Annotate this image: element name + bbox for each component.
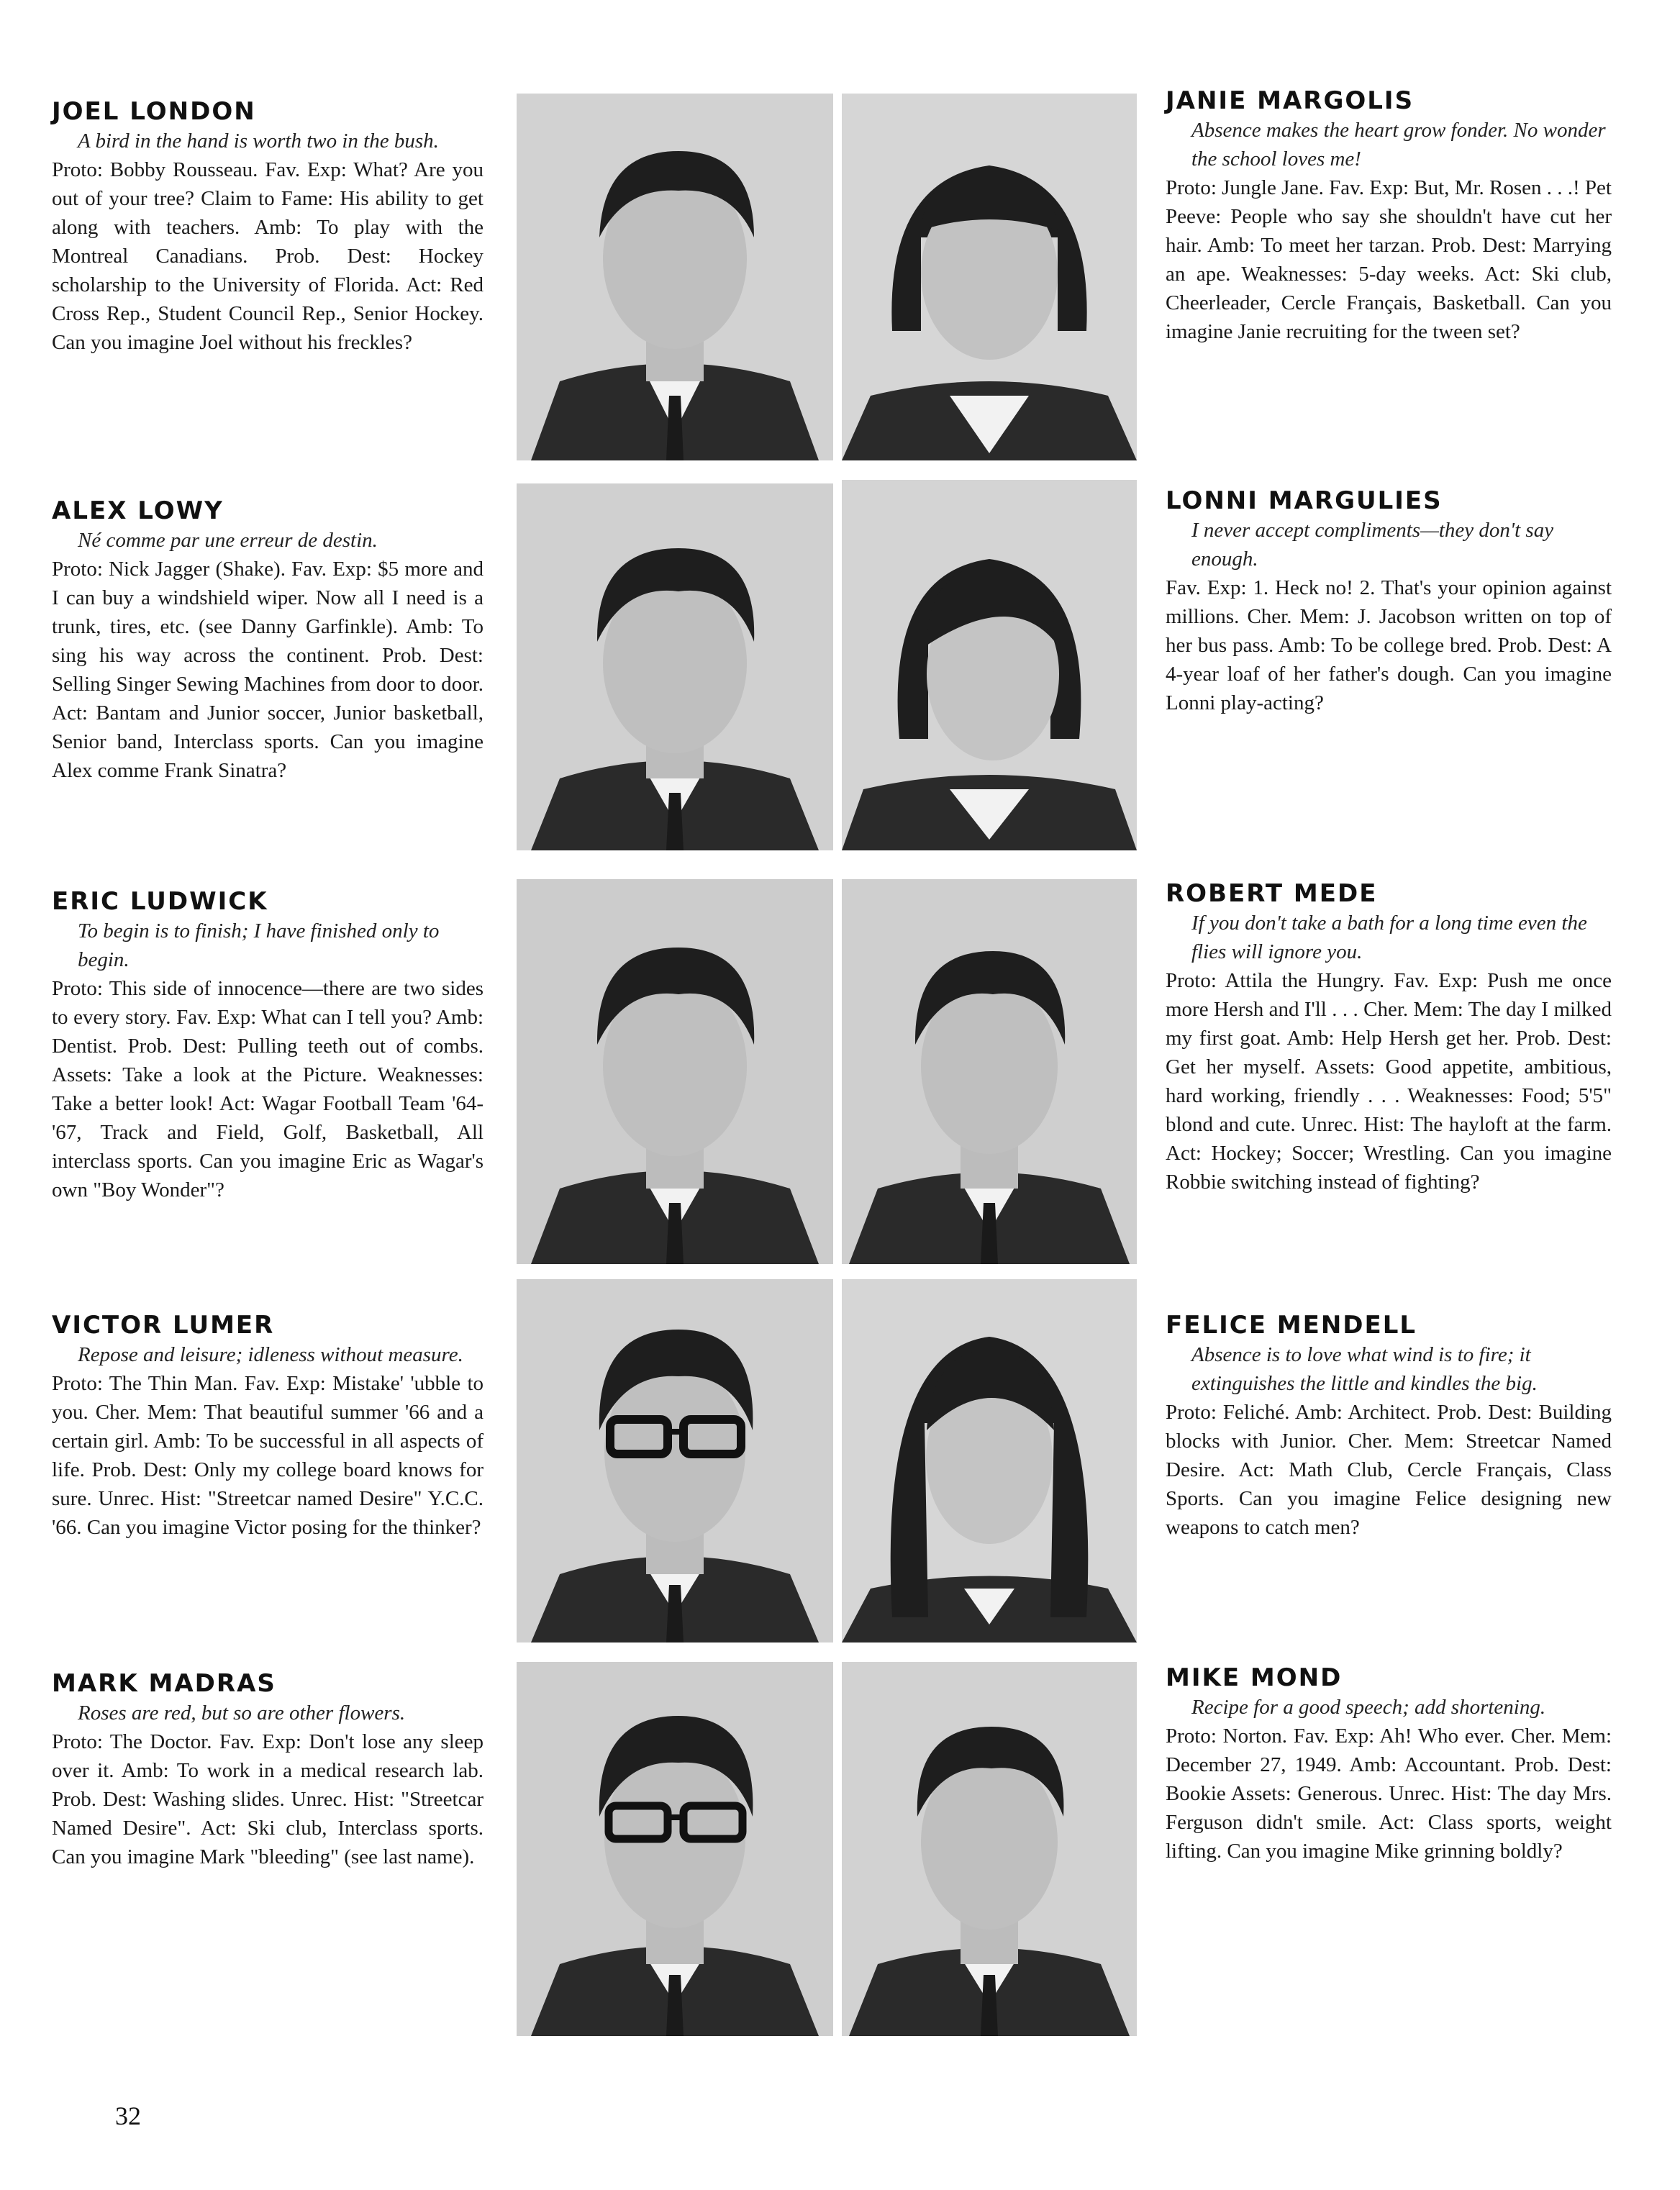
student-entry-joel-london xyxy=(52,97,483,357)
portrait-photo-eric-ludwick xyxy=(517,879,833,1264)
student-motto: Absence is to love what wind is to fire; it extinguishes the little and kindles the big. xyxy=(1191,1342,1538,1395)
student-entry-felice-mendell xyxy=(1166,1311,1612,1542)
student-entry-robert-mede xyxy=(1166,879,1612,1196)
student-motto: A bird in the hand is worth two in the bush. xyxy=(78,129,439,153)
student-bio: Proto: The Doctor. Fav. Exp: Don't lose any sleep over it. Amb: To work in a medical research lab. Prob. Dest: Washing slides. Unrec. Hist: "Streetcar Named Desire". Act: Ski club, Interclass sports. Can you imagine Mark "bleeding" (see last name). xyxy=(52,1730,483,1868)
student-motto: Repose and leisure; idleness without measure. xyxy=(78,1342,463,1366)
student-name: JANIE MARGOLIS xyxy=(1166,86,1415,115)
student-bio: Proto: Norton. Fav. Exp: Ah! Who ever. Cher. Mem: December 27, 1949. Amb: Accountant. Prob. Dest: Bookie Assets: Generous. Unrec. Hist: The day Mrs. Ferguson didn't smile. Act: Class sports, weight lifting. Can you imagine Mike grinning boldly? xyxy=(1166,1724,1612,1863)
student-name: ALEX LOWY xyxy=(52,496,224,525)
portrait-photo-felice-mendell xyxy=(842,1279,1137,1642)
student-name: MIKE MOND xyxy=(1166,1663,1343,1692)
portrait-photo-mark-madras xyxy=(517,1662,833,2036)
portrait-photo-joel-london xyxy=(517,94,833,460)
student-motto: Roses are red, but so are other flowers. xyxy=(78,1701,406,1725)
student-name: FELICE MENDELL xyxy=(1166,1311,1417,1340)
student-name: ROBERT MEDE xyxy=(1166,879,1378,908)
portrait-photo-alex-lowy xyxy=(517,483,833,850)
portrait-photo-victor-lumer xyxy=(517,1279,833,1642)
portrait-photo-lonni-margulies xyxy=(842,480,1137,850)
student-entry-victor-lumer xyxy=(52,1311,483,1542)
student-motto: Absence makes the heart grow fonder. No wonder the school loves me! xyxy=(1191,118,1606,171)
portrait-photo-mike-mond xyxy=(842,1662,1137,2036)
student-bio: Proto: This side of innocence—there are two sides to every story. Fav. Exp: What can I tell you? Amb: Dentist. Prob. Dest: Pulling teeth out of combs. Assets: Take a look at the Picture. Weaknesses: Take a better look! Act: Wagar Football Team '64-'67, Track and Field, Golf, Basketball, All interclass sports. Can you imagine Eric as Wagar's own "Boy Wonder"? xyxy=(52,976,483,1201)
student-bio: Proto: Jungle Jane. Fav. Exp: But, Mr. Rosen . . .! Pet Peeve: People who say she shouldn't have cut her hair. Amb: To meet her tarzan. Prob. Dest: Marrying an ape. Weaknesses: 5-day weeks. Act: Ski club, Cheerleader, Cercle Français, Basketball. Can you imagine Janie recruiting for the tween set? xyxy=(1166,176,1612,343)
student-motto: I never accept compliments—they don't say enough. xyxy=(1191,518,1554,571)
student-entry-mark-madras xyxy=(52,1669,483,1871)
student-entry-alex-lowy xyxy=(52,496,483,785)
student-bio: Proto: Bobby Rousseau. Fav. Exp: What? Are you out of your tree? Claim to Fame: His ability to get along with teachers. Amb: To play with the Montreal Canadians. Prob. Dest: Hockey scholarship to the University of Florida. Act: Red Cross Rep., Student Council Rep., Senior Hockey. Can you imagine Joel without his freckles? xyxy=(52,158,483,354)
student-bio: Fav. Exp: 1. Heck no! 2. That's your opinion against millions. Cher. Mem: J. Jacobson written on top of her bus pass. Amb: To be college bred. Prob. Dest: A 4-year loaf of her father's dough. Can you imagine Lonni play-acting? xyxy=(1166,576,1612,714)
student-bio: Proto: Attila the Hungry. Fav. Exp: Push me once more Hersh and I'll . . . Cher. Mem: The day I milked my first goat. Amb: Help Hersh get her. Prob. Dest: Get her myself. Assets: Good appetite, ambitious, hard working, friendly . . . Weaknesses: Food; 5'5" blond and cute. Unrec. Hist: The hayloft at the farm. Act: Hockey; Soccer; Wrestling. Can you imagine Robbie switching instead of fighting? xyxy=(1166,968,1612,1194)
page-number: 32 xyxy=(115,2102,141,2130)
portrait-photo-janie-margolis xyxy=(842,94,1137,460)
student-entry-mike-mond xyxy=(1166,1663,1612,1866)
student-motto: To begin is to finish; I have finished only to begin. xyxy=(78,919,440,971)
student-motto: If you don't take a bath for a long time even the flies will ignore you. xyxy=(1191,911,1587,963)
student-name: MARK MADRAS xyxy=(52,1669,276,1698)
student-bio: Proto: Nick Jagger (Shake). Fav. Exp: $5 more and I can buy a windshield wiper. Now all I need is a trunk, tires, etc. (see Danny Garfinkle). Amb: To sing his way across the continent. Prob. Dest: Selling Singer Sewing Machines from door to door. Act: Bantam and Junior soccer, Junior basketball, Senior band, Interclass sports. Can you imagine Alex comme Frank Sinatra? xyxy=(52,557,483,782)
student-name: JOEL LONDON xyxy=(52,97,256,126)
student-entry-lonni-margulies xyxy=(1166,486,1612,717)
student-bio: Proto: Feliché. Amb: Architect. Prob. Dest: Building blocks with Junior. Cher. Mem: Streetcar Named Desire. Act: Math Club, Cercle Français, Class Sports. Can you imagine Felice designing new weapons to catch men? xyxy=(1166,1400,1612,1539)
student-name: LONNI MARGULIES xyxy=(1166,486,1443,515)
student-bio: Proto: The Thin Man. Fav. Exp: Mistake' 'ubble to you. Cher. Mem: That beautiful summer '66 and a certain girl. Amb: To be successful in all aspects of life. Prob. Dest: Only my college board knows for sure. Unrec. Hist: "Streetcar named Desire" Y.C.C. '66. Can you imagine Victor posing for the thinker? xyxy=(52,1371,483,1539)
portrait-photo-robert-mede xyxy=(842,879,1137,1264)
student-motto: Né comme par une erreur de destin. xyxy=(78,528,378,552)
student-motto: Recipe for a good speech; add shortening. xyxy=(1191,1695,1546,1719)
student-name: ERIC LUDWICK xyxy=(52,887,268,916)
student-entry-janie-margolis xyxy=(1166,86,1612,346)
student-entry-eric-ludwick xyxy=(52,887,483,1204)
student-name: VICTOR LUMER xyxy=(52,1311,275,1340)
